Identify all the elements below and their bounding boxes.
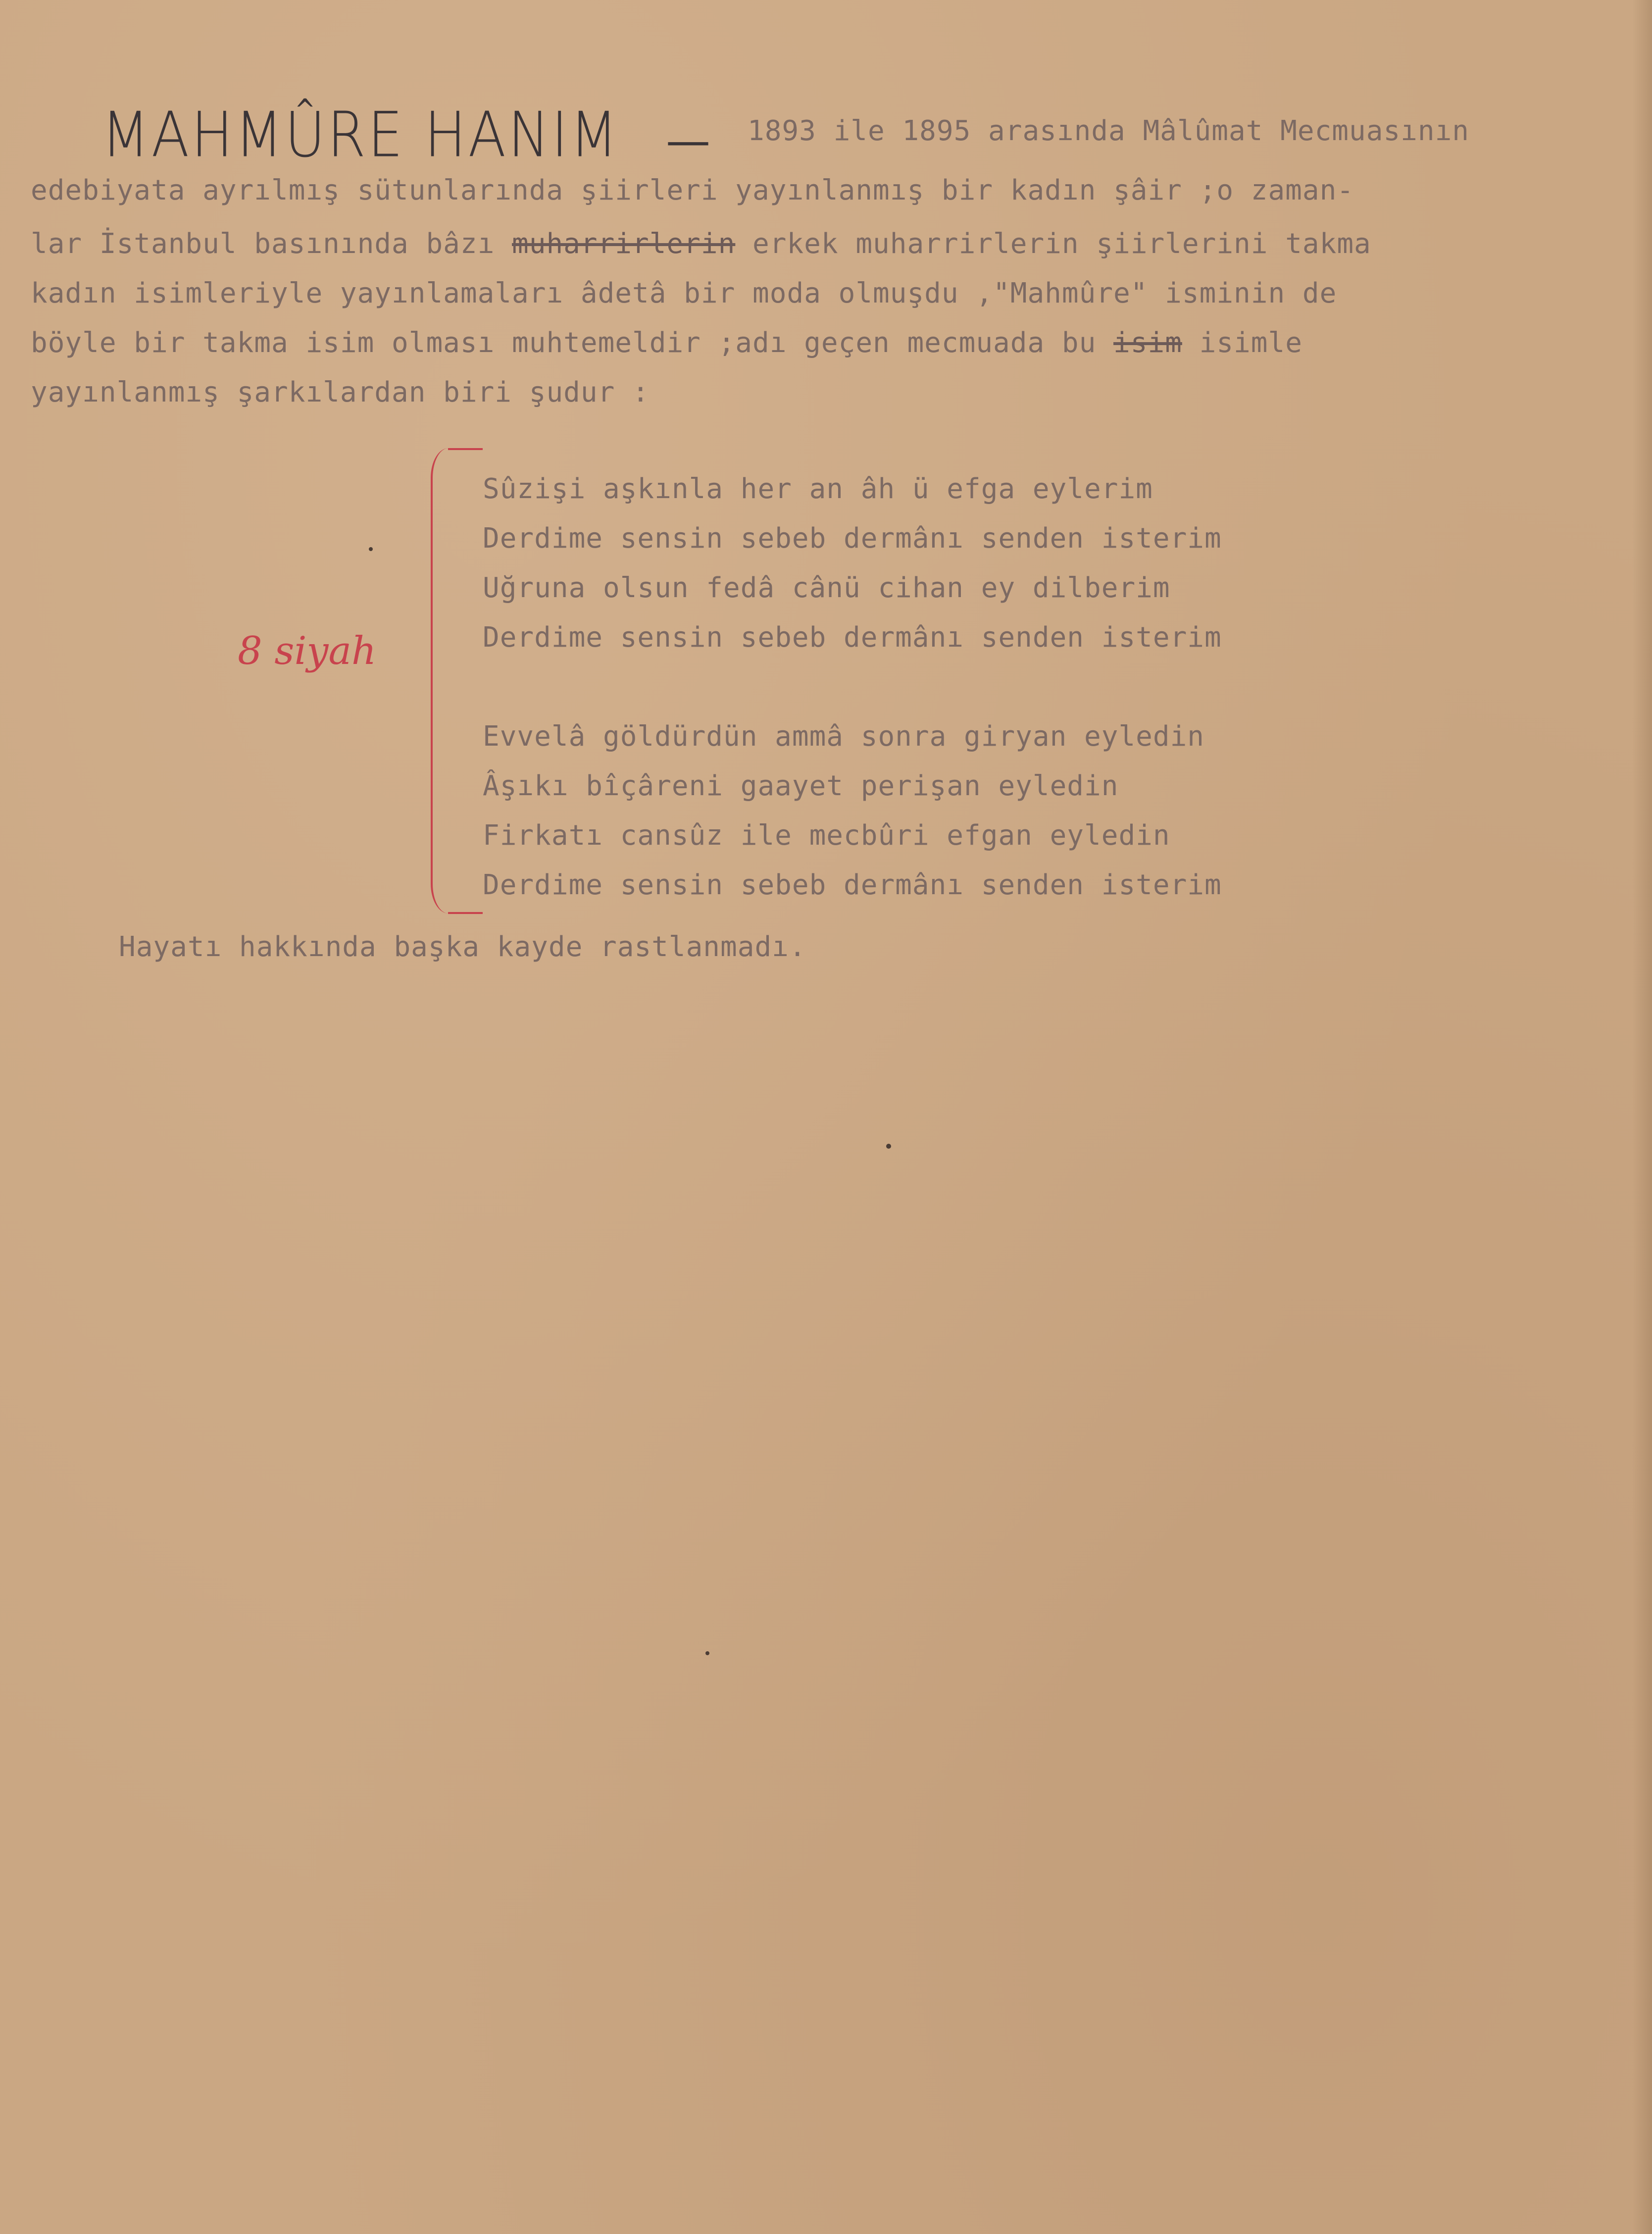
poem-line-3: Uğruna olsun fedâ cânü cihan ey dilberim <box>483 572 1170 604</box>
intro-line-3 <box>31 228 1371 260</box>
intro-line-5 <box>31 327 1302 359</box>
margin-note: 8 siyah <box>238 629 377 673</box>
intro-line-5-start: böyle bir takma isim olması muhtemeldir ;adı geçen mecmuada bu <box>31 327 1114 359</box>
paper-speck <box>369 547 373 551</box>
struck-word: muharrirlerin <box>512 228 736 260</box>
paper-edge-shadow <box>1632 0 1652 2234</box>
intro-line-5-end: isimle <box>1182 327 1302 359</box>
title-dash: — <box>666 115 710 167</box>
closing-line: Hayatı hakkında başka kayde rastlanmadı. <box>119 931 806 963</box>
paper-speck <box>705 1651 709 1655</box>
poem-line-1: Sûzişi aşkınla her an âh ü efga eylerim <box>483 473 1153 505</box>
intro-line-3-start: lar İstanbul basınında bâzı <box>31 228 512 260</box>
poem-line-4: Derdime sensin sebeb dermânı senden isterim <box>483 621 1222 654</box>
red-bracket <box>431 448 467 914</box>
poem-line-7: Firkatı cansûz ile mecbûri efgan eyledin <box>483 819 1170 852</box>
intro-line-4: kadın isimleriyle yayınlamaları âdetâ bir moda olmuşdu ,"Mahmûre" isminin de <box>31 277 1337 309</box>
intro-line-3-end: erkek muharrirlerin şiirlerini takma <box>735 228 1371 260</box>
page-title: MAHMÛRE HANIM <box>101 99 620 171</box>
poem-line-8: Derdime sensin sebeb dermânı senden isterim <box>483 869 1222 901</box>
intro-line-1: 1893 ile 1895 arasında Mâlûmat Mecmuasının <box>748 115 1470 147</box>
poem-line-5: Evvelâ göldürdün ammâ sonra giryan eyledin <box>483 720 1205 753</box>
red-bracket-bottom <box>448 912 483 914</box>
poem-line-2: Derdime sensin sebeb dermânı senden isterim <box>483 522 1222 555</box>
intro-line-6: yayınlanmış şarkılardan biri şudur : <box>31 376 650 408</box>
paper-speck <box>886 1144 891 1149</box>
red-bracket-top <box>448 448 483 450</box>
poem-line-6: Âşıkı bîçâreni gaayet perişan eyledin <box>483 770 1119 802</box>
intro-line-2: edebiyata ayrılmış sütunlarında şiirleri yayınlanmış bir kadın şâir ;o zaman- <box>31 174 1354 206</box>
struck-word-2: isim <box>1113 327 1182 359</box>
